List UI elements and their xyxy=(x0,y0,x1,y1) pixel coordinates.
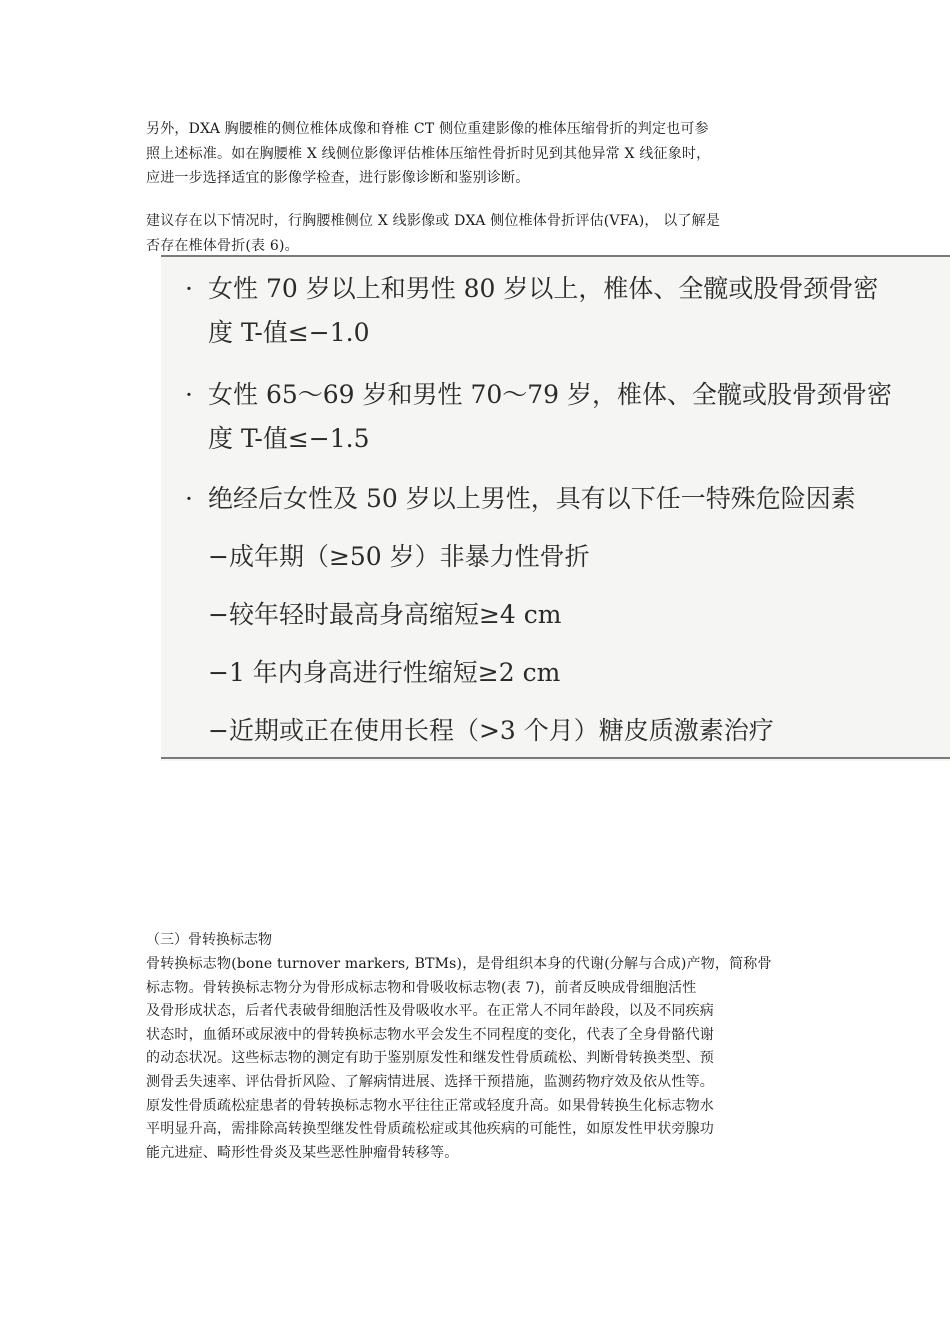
text-line: 能亢进症、畸形性骨炎及某些恶性肿瘤骨转移等。 xyxy=(146,1144,459,1161)
text-line: 的动态状况。这些标志物的测定有助于鉴别原发性和继发性骨质疏松、判断骨转换类型、预 xyxy=(146,1050,714,1067)
paragraph-vertebral-imaging xyxy=(146,117,810,191)
text-line: 原发性骨质疏松症患者的骨转换标志物水平往往正常或轻度升高。如果骨转换生化标志物水 xyxy=(146,1097,714,1114)
text-line: 平明显升高，需排除高转换型继发性骨质疏松症或其他疾病的可能性，如原发性甲状旁腺功 xyxy=(146,1121,714,1138)
text-line: 否存在椎体骨折(表 6)。 xyxy=(146,237,299,254)
text-line: 测骨丢失速率、评估骨折风险、了解病情进展、选择干预措施，监测药物疗效及依从性等。 xyxy=(146,1073,714,1090)
paragraph-bone-turnover-markers xyxy=(146,953,810,1165)
bullet-icon: · xyxy=(185,274,193,303)
bullet-icon: · xyxy=(185,484,193,513)
text-line: 及骨形成状态，后者代表破骨细胞活性及骨吸收水平。在正常人不同年龄段，以及不同疾病 xyxy=(146,1003,714,1020)
paragraph-vfa-recommendation xyxy=(146,209,810,258)
table-bottom-rule xyxy=(161,757,950,759)
text-line: 照上述标准。如在胸腰椎 X 线侧位影像评估椎体压缩性骨折时见到其他异常 X 线征象时， xyxy=(146,145,711,162)
text-line: 建议存在以下情况时，行胸腰椎侧位 X 线影像或 DXA 侧位椎体骨折评估(VFA)， 以了解是 xyxy=(146,213,721,229)
text-line: 骨转换标志物(bone turnover markers, BTMs)，是骨组织本身的代谢(分解与合成)产物，简称骨 xyxy=(146,956,772,972)
text-line: 标志物。骨转换标志物分为骨形成标志物和骨吸收标志物(表 7)，前者反映成骨细胞活性 xyxy=(146,979,697,996)
table-top-rule xyxy=(161,255,950,257)
bullet-icon: · xyxy=(185,380,193,409)
section-title: （三）骨转换标志物 xyxy=(146,932,272,948)
text-line: 状态时，血循环或尿液中的骨转换标志物水平会发生不同程度的变化，代表了全身骨骼代谢 xyxy=(146,1026,714,1043)
table-6-image: · 女性 70 岁以上和男性 80 岁以上，椎体、全髋或股骨颈骨密 度 T-值≤−1.0 · 女性 65～69 岁和男性 70～79 岁，椎体、全髋或股骨颈骨密 度 T-值≤−1.5 · 绝经后女性及 50 岁以上男性，具有以下任一特殊危险因素 −成年期（≥50 岁）非暴力性骨折 −较年轻时最高身高缩短≥4 cm −1 年内身高进行性缩短≥2 cm −近期或正在使用长程（>3 个月）糖皮质激素治疗 xyxy=(161,255,950,761)
text-line: 另外，DXA 胸腰椎的侧位椎体成像和脊椎 CT 侧位重建影像的椎体压缩骨折的判定也可参 xyxy=(146,121,709,137)
text-line: 应进一步选择适宜的影像学检查，进行影像诊断和鉴别诊断。 xyxy=(146,170,530,186)
